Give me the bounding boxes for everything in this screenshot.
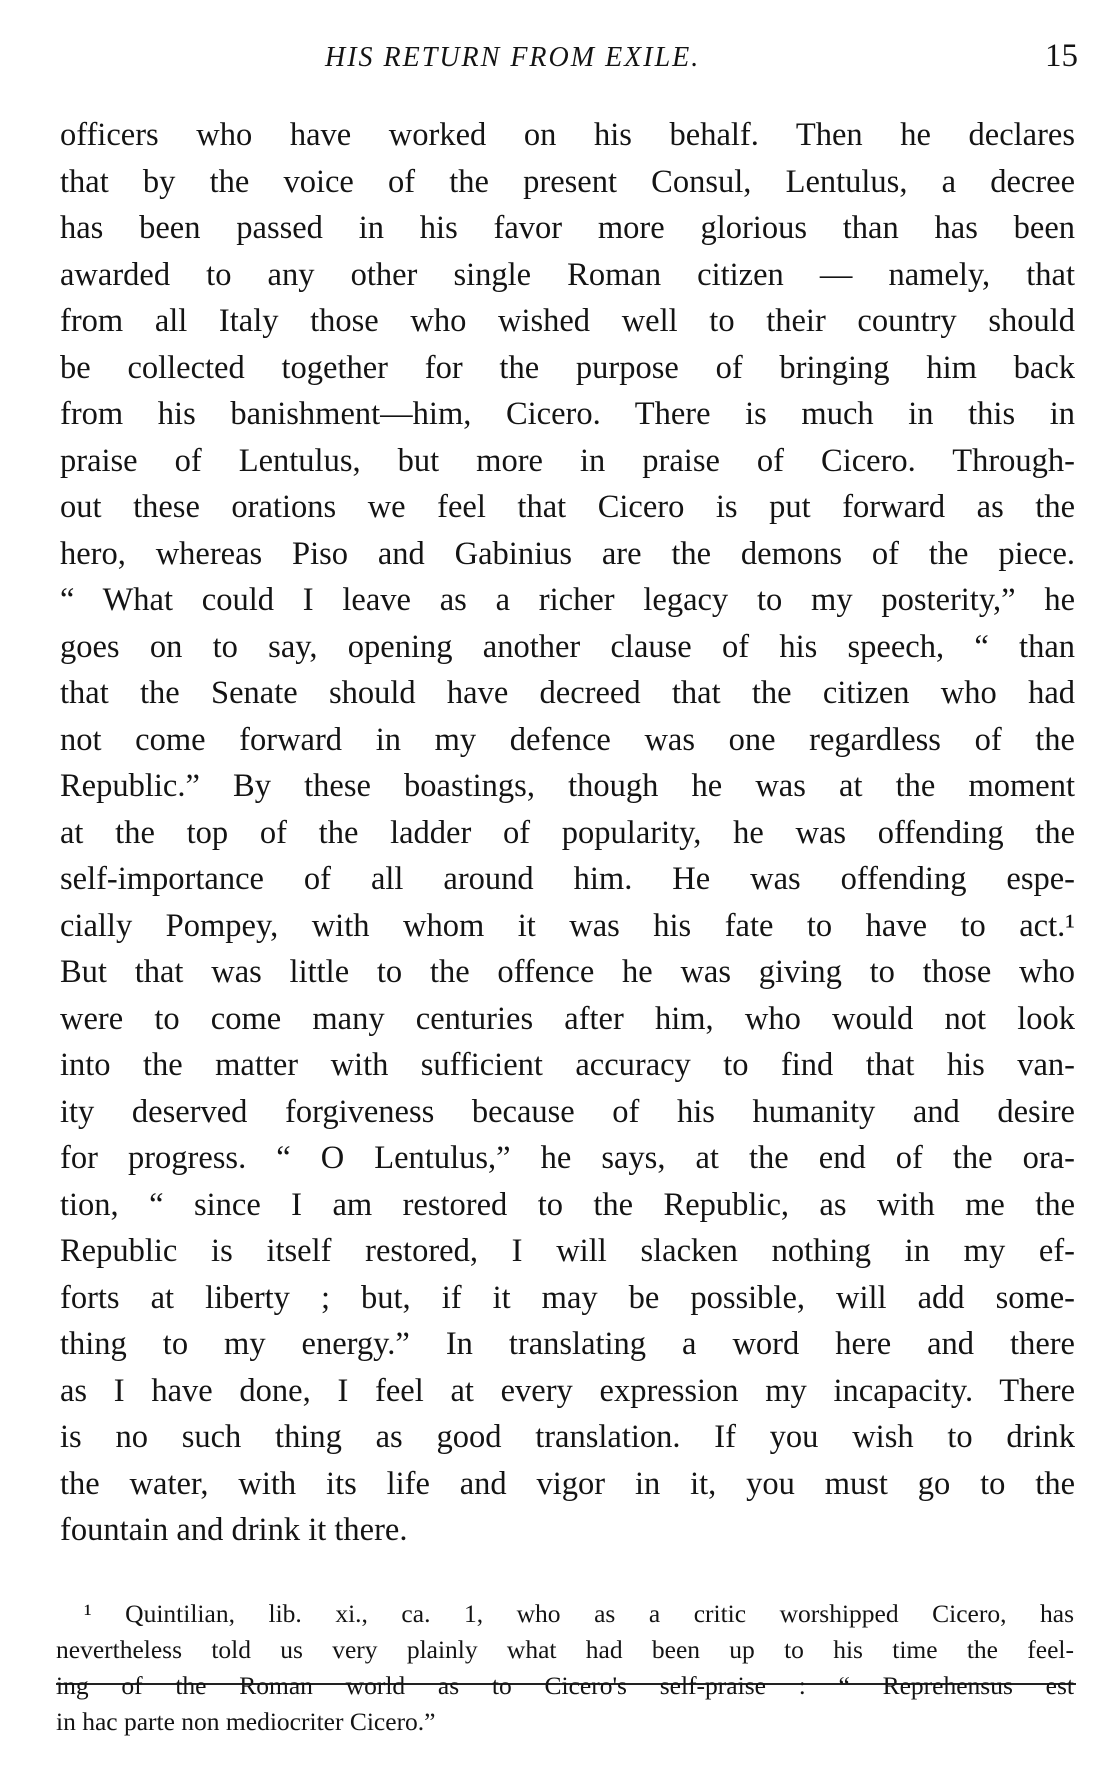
text-line: is no such thing as good translation. If you wish to drink — [60, 1419, 1075, 1455]
text-line: Republic.” By these boastings, though he was at the moment — [60, 768, 1075, 804]
text-line: the water, with its life and vigor in it, you must go to the — [60, 1465, 1075, 1502]
text-line: officers who have worked on his behalf. Then he declares — [60, 117, 1075, 153]
page-number: 15 — [1045, 38, 1078, 74]
text-line: Republic is itself restored, I will slacken nothing in my ef- — [60, 1233, 1075, 1269]
text-line: cially Pompey, with whom it was his fate to have to act.¹ — [60, 907, 1075, 944]
text-line: has been passed in his favor more glorious than has been — [60, 210, 1075, 246]
text-line: from all Italy those who wished well to their country should — [60, 303, 1075, 339]
text-line: thing to my energy.” In translating a word here and there — [60, 1326, 1075, 1362]
text-line: out these orations we feel that Cicero is put forward as the — [60, 489, 1075, 525]
text-line: from his banishment—him, Cicero. There is much in this in — [60, 396, 1075, 432]
running-head — [0, 38, 1119, 88]
running-title: HIS RETURN FROM EXILE. — [325, 42, 701, 73]
footnote — [56, 1596, 1074, 1740]
text-line: “ What could I leave as a richer legacy to my posterity,” he — [60, 582, 1075, 618]
text-line: that the Senate should have decreed that the citizen who had — [60, 675, 1075, 711]
text-line: praise of Lentulus, but more in praise of Cicero. Through- — [60, 442, 1075, 479]
text-line: forts at liberty ; but, if it may be possible, will add some- — [60, 1279, 1075, 1316]
footnote-line: nevertheless told us very plainly what had been up to his time the feel- — [56, 1635, 1074, 1664]
footnote-line-last: in hac parte non mediocriter Cicero.” — [56, 1707, 436, 1736]
text-line: into the matter with sufficient accuracy to find that his van- — [60, 1047, 1075, 1083]
text-line: were to come many centuries after him, who would not look — [60, 1000, 1075, 1037]
footnote-line: ing of the Roman world as to Cicero's self-praise : “ Reprehensus est — [56, 1671, 1074, 1700]
text-line: self-importance of all around him. He was offending espe- — [60, 861, 1075, 897]
text-line: not come forward in my defence was one regardless of the — [60, 721, 1075, 758]
text-line: goes on to say, opening another clause of his speech, “ than — [60, 628, 1075, 665]
text-line: tion, “ since I am restored to the Republic, as with me the — [60, 1186, 1075, 1223]
text-line: But that was little to the offence he was giving to those who — [60, 954, 1075, 990]
text-line: awarded to any other single Roman citizen — namely, that — [60, 256, 1075, 293]
footnote-line: ¹ Quintilian, lib. xi., ca. 1, who as a critic worshipped Cicero, has — [84, 1599, 1074, 1628]
body-text — [60, 112, 1075, 1554]
text-line: ity deserved forgiveness because of his humanity and desire — [60, 1093, 1075, 1130]
text-line: be collected together for the purpose of bringing him back — [60, 349, 1075, 386]
text-line: at the top of the ladder of popularity, he was offending the — [60, 814, 1075, 851]
text-line: that by the voice of the present Consul, Lentulus, a decree — [60, 163, 1075, 200]
text-line: hero, whereas Piso and Gabinius are the demons of the piece. — [60, 535, 1075, 572]
text-line: for progress. “ O Lentulus,” he says, at the end of the ora- — [60, 1140, 1075, 1176]
text-line-last: fountain and drink it there. — [60, 1512, 408, 1548]
text-line: as I have done, I feel at every expression my incapacity. There — [60, 1372, 1075, 1409]
